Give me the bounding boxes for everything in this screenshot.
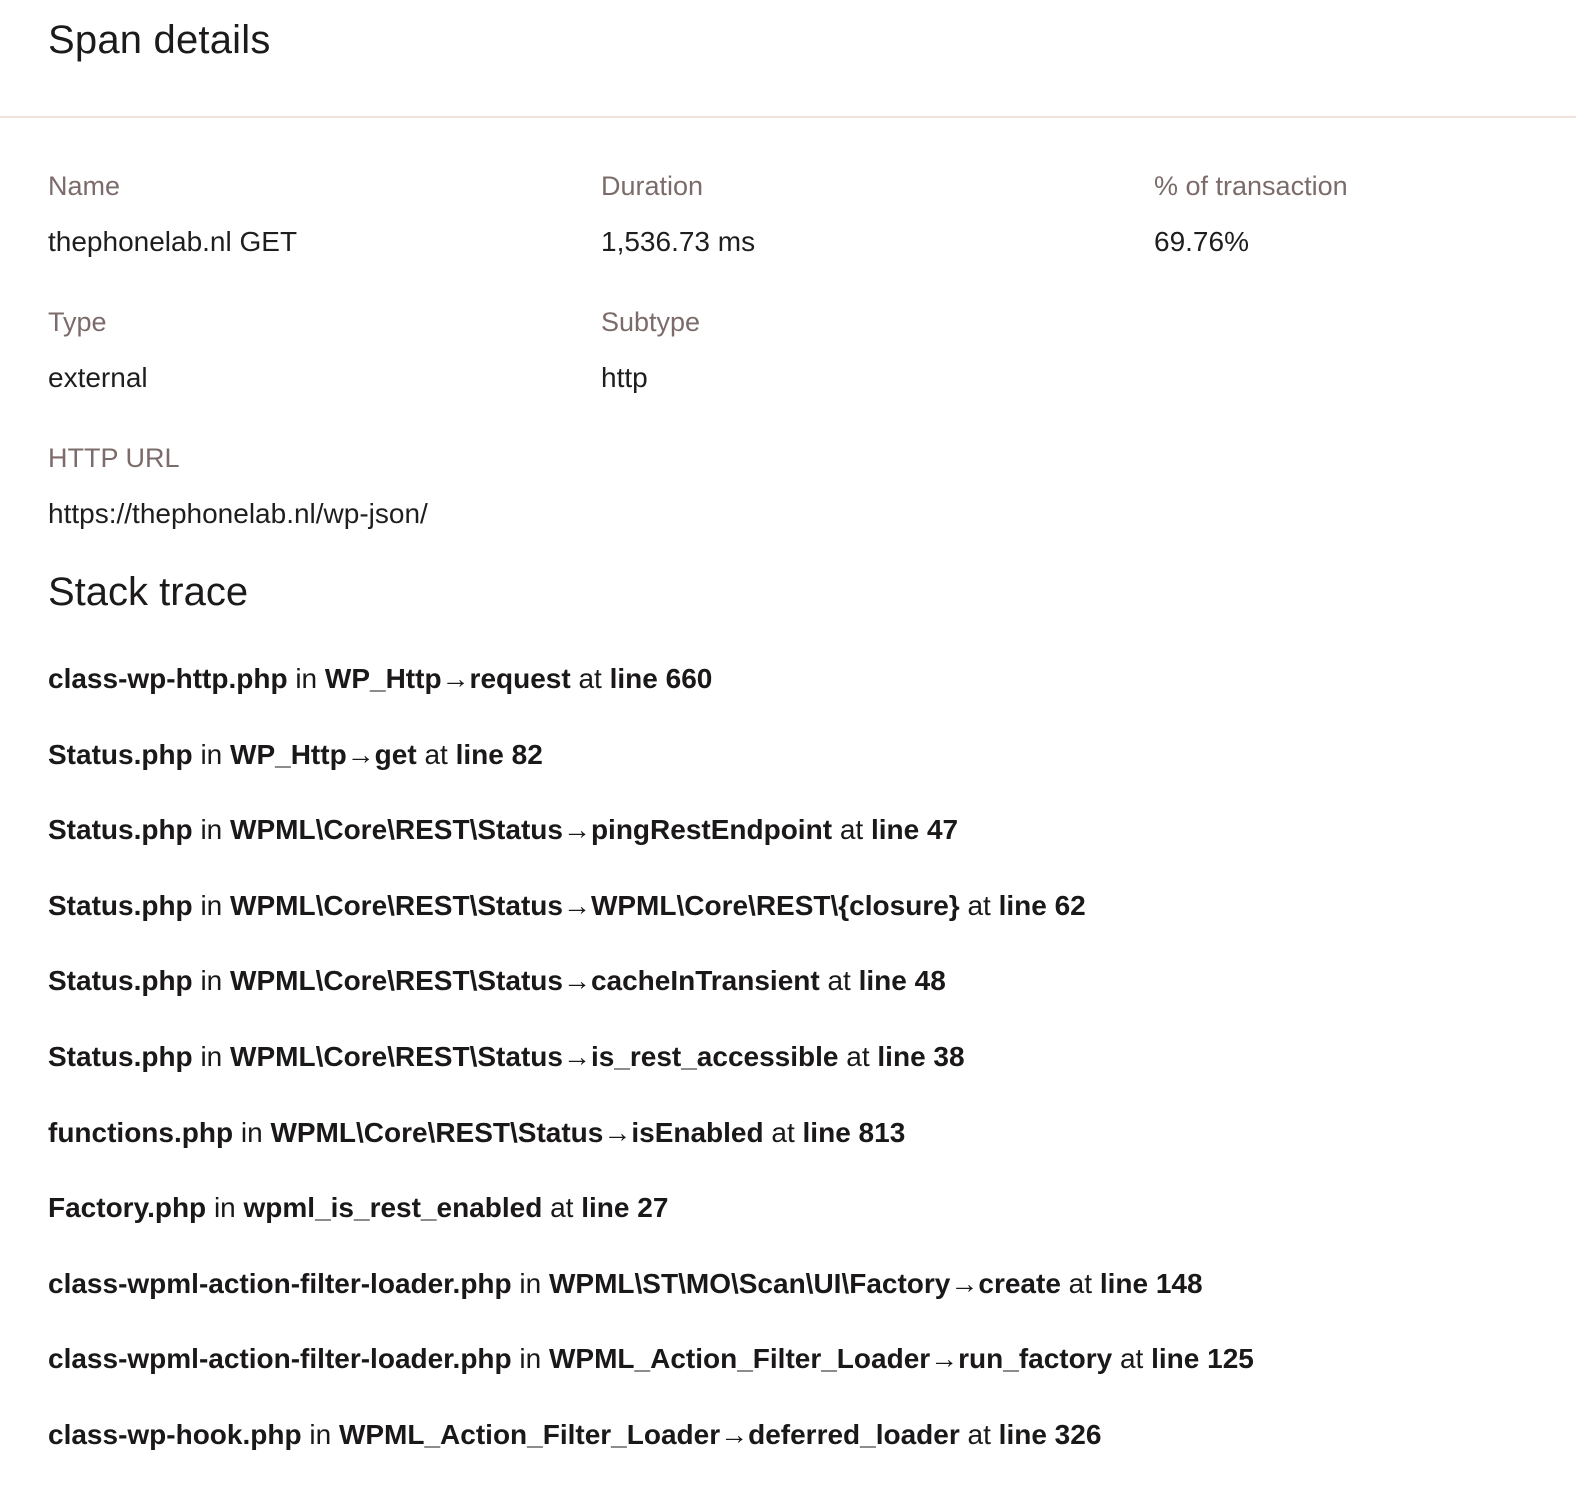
name-value: thephonelab.nl GET — [48, 226, 298, 257]
frame-in: in — [240, 1116, 263, 1148]
frame-in: in — [519, 1343, 542, 1375]
frame-at: at — [578, 663, 602, 694]
http-url-value: https://thephonelab.nl/wp-json/ — [48, 498, 428, 529]
frame-function: WPML\Core\REST\Status→is_rest_accessible — [230, 1040, 839, 1072]
frame-function: WPML\Core\REST\Status→cacheInTransient — [230, 965, 820, 997]
frame-line: line 813 — [802, 1116, 906, 1148]
frame-function: WPML\Core\REST\Status→WPML\Core\REST\{closure} — [230, 889, 960, 921]
frame-file: class-wpml-action-filter-loader.php — [48, 1267, 512, 1299]
http-url-label: HTTP URL — [48, 443, 180, 473]
field-http-url — [48, 438, 601, 534]
frame-line: line 48 — [858, 965, 946, 997]
stack-frame — [48, 1264, 1254, 1340]
field-name — [48, 166, 601, 262]
name-label: Name — [48, 171, 121, 201]
stack-frame — [48, 810, 1254, 886]
frame-function: WPML_Action_Filter_Loader→deferred_loader — [338, 1418, 960, 1450]
frame-at: at — [839, 814, 864, 846]
subtype-label: Subtype — [601, 307, 701, 337]
stack-trace-list — [48, 659, 1254, 1491]
frame-file: Status.php — [48, 1040, 193, 1072]
frame-function: WPML\Core\REST\Status→pingRestEndpoint — [230, 814, 833, 846]
frame-in: in — [213, 1192, 236, 1224]
frame-line: line 82 — [455, 738, 543, 770]
frame-file: Factory.php — [48, 1192, 207, 1224]
stack-frame — [48, 1415, 1254, 1491]
frame-line: line 27 — [581, 1192, 669, 1224]
frame-line: line 47 — [870, 814, 959, 846]
frame-function: WPML\ST\MO\Scan\UI\Factory→create — [549, 1267, 1061, 1299]
type-value: external — [48, 362, 148, 393]
details-grid — [48, 166, 1576, 534]
stack-frame — [48, 1188, 1254, 1264]
frame-function: WPML\Core\REST\Status→isEnabled — [270, 1116, 764, 1148]
type-label: Type — [48, 307, 107, 337]
frame-at: at — [1119, 1343, 1144, 1375]
percent-label: % of transaction — [1154, 171, 1348, 201]
frame-function: WPML_Action_Filter_Loader→run_factory — [549, 1343, 1113, 1375]
frame-file: Status.php — [48, 889, 193, 921]
frame-in: in — [200, 1040, 223, 1072]
stack-frame — [48, 1037, 1254, 1113]
field-percent-of-transaction — [1154, 166, 1554, 262]
frame-in: in — [200, 965, 223, 997]
frame-file: class-wp-hook.php — [48, 1418, 302, 1450]
frame-in: in — [519, 1267, 542, 1299]
stack-frame — [48, 961, 1254, 1037]
frame-line: line 148 — [1099, 1267, 1203, 1299]
frame-line: line 125 — [1151, 1343, 1254, 1375]
frame-at: at — [771, 1116, 795, 1148]
frame-file: Status.php — [48, 965, 193, 997]
duration-value: 1,536.73 ms — [601, 226, 756, 257]
frame-at: at — [827, 965, 851, 997]
frame-at: at — [1068, 1267, 1093, 1299]
frame-file: functions.php — [48, 1116, 234, 1148]
span-details — [0, 118, 1576, 534]
frame-file: class-wp-http.php — [48, 663, 288, 694]
stack-frame — [48, 735, 1254, 811]
grid-empty-cell — [1154, 302, 1554, 398]
frame-line: line 660 — [609, 663, 713, 694]
frame-file: Status.php — [48, 814, 193, 846]
frame-in: in — [295, 663, 318, 694]
stack-frame — [48, 886, 1254, 962]
frame-file: class-wpml-action-filter-loader.php — [48, 1343, 512, 1375]
frame-line: line 38 — [877, 1040, 965, 1072]
frame-at: at — [967, 1418, 991, 1450]
frame-in: in — [200, 814, 223, 846]
subtype-value: http — [601, 362, 648, 393]
frame-at: at — [967, 889, 991, 921]
panel-header — [0, 0, 1576, 118]
frame-line: line 326 — [998, 1418, 1102, 1450]
frame-at: at — [550, 1192, 574, 1224]
panel-title: Span details — [48, 18, 271, 62]
stack-trace-title: Stack trace — [48, 570, 249, 614]
field-subtype — [601, 302, 1154, 398]
frame-in: in — [200, 889, 223, 921]
frame-function: WP_Http→request — [324, 663, 571, 694]
stack-frame — [48, 659, 1254, 735]
frame-file: Status.php — [48, 738, 193, 770]
stack-frame — [48, 1339, 1254, 1415]
frame-in: in — [200, 738, 223, 770]
frame-line: line 62 — [998, 889, 1086, 921]
frame-function: wpml_is_rest_enabled — [243, 1192, 543, 1224]
duration-label: Duration — [601, 171, 704, 201]
frame-in: in — [309, 1418, 332, 1450]
frame-at: at — [846, 1040, 870, 1072]
frame-function: WP_Http→get — [230, 738, 417, 770]
field-duration — [601, 166, 1154, 262]
frame-at: at — [424, 738, 448, 770]
stack-frame — [48, 1113, 1254, 1189]
percent-value: 69.76% — [1154, 226, 1249, 257]
field-type — [48, 302, 601, 398]
